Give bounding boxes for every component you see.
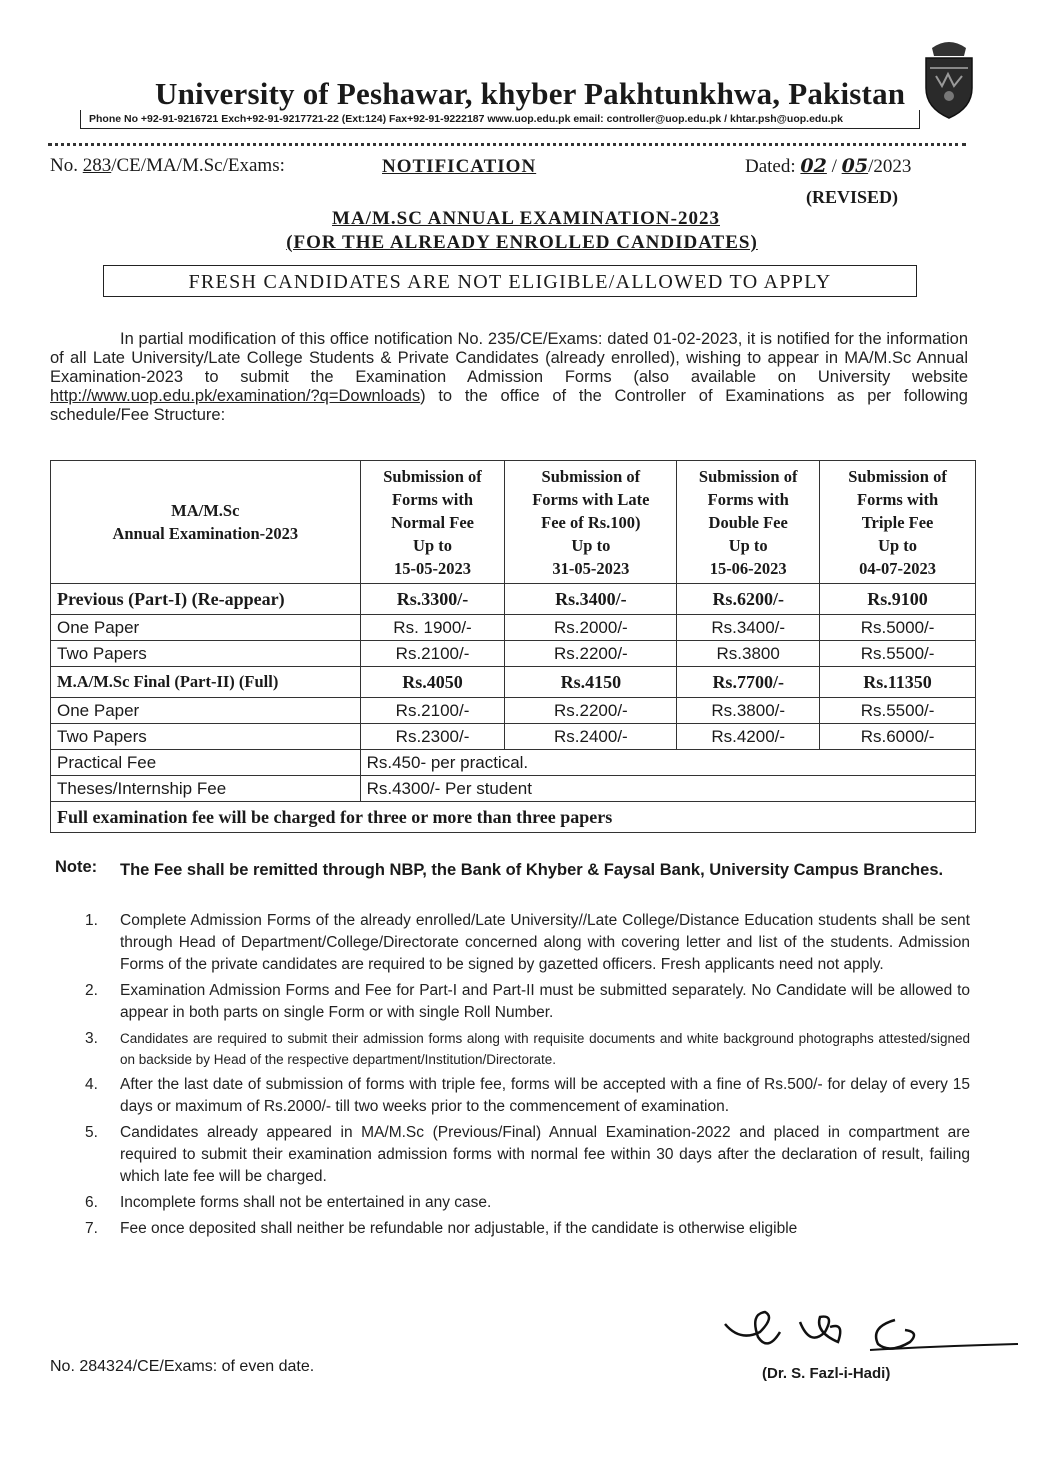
fee-schedule-table	[50, 460, 976, 833]
ref-number: 283	[82, 155, 112, 176]
fee-cell: Rs.5500/-	[820, 641, 976, 667]
fresh-candidates-notice: FRESH CANDIDATES ARE NOT ELIGIBLE/ALLOWED TO APPLY	[103, 265, 917, 297]
fee-cell: Rs.2400/-	[505, 724, 677, 750]
fee-cell: Rs.2100/-	[360, 698, 505, 724]
date-month: 05	[841, 155, 869, 177]
signatory-name: (Dr. S. Fazl-i-Hadi)	[762, 1365, 891, 1382]
header-line: Up to	[728, 535, 768, 555]
handwritten-signature	[720, 1302, 1020, 1362]
header-line: Fee of Rs.100)	[541, 512, 641, 532]
fee-cell: Rs.4200/-	[677, 724, 820, 750]
item-text: After the last date of submission of forms with triple fee, forms will be accepted with a fine of Rs.500/- for delay of every 15 days or maximum of Rs.2000/- till two weeks prior to the commencement of examination.	[120, 1076, 970, 1115]
notification-heading: NOTIFICATION	[382, 156, 537, 177]
notification-date	[745, 155, 911, 178]
table-row	[51, 750, 976, 776]
fee-cell: Rs.2000/-	[505, 615, 677, 641]
ref-suffix: /CE/MA/M.Sc/Exams:	[111, 155, 285, 176]
list-item	[85, 980, 970, 1024]
fee-cell: Rs.2200/-	[505, 641, 677, 667]
header-line: Forms with	[857, 489, 939, 509]
date-year: /2023	[868, 156, 912, 177]
header-line: 15-05-2023	[394, 558, 472, 578]
table-row	[51, 667, 976, 698]
fee-cell: Rs.3400/-	[505, 584, 677, 615]
intro-paragraph	[50, 330, 968, 425]
corner-line: MA/M.Sc	[171, 501, 240, 520]
table-row	[51, 584, 976, 615]
date-sep: /	[826, 156, 842, 177]
note-label: Note:	[55, 858, 98, 876]
fee-cell: Rs.2100/-	[360, 641, 505, 667]
fee-cell: Rs.3400/-	[677, 615, 820, 641]
fee-cell: Rs.11350	[820, 667, 976, 698]
item-number: 2.	[85, 982, 98, 999]
table-row	[51, 641, 976, 667]
item-text: Candidates are required to submit their admission forms along with requisite documents and white background photographs attested/signed on backside by Head of the respective department/Institution/Directorate.	[120, 1031, 970, 1067]
fee-cell: Rs.7700/-	[677, 667, 820, 698]
fee-cell: Rs.5000/-	[820, 615, 976, 641]
header-line: Double Fee	[708, 512, 788, 532]
header-line: Forms with	[391, 489, 474, 509]
table-row	[51, 802, 976, 833]
header-line: Up to	[571, 535, 611, 555]
table-row	[51, 724, 976, 750]
item-number: 6.	[85, 1194, 98, 1211]
corner-line: Annual Examination-2023	[112, 524, 299, 543]
header-line: 31-05-2023	[552, 558, 630, 578]
column-header	[505, 461, 677, 584]
fee-cell: Rs. 1900/-	[360, 615, 505, 641]
item-text: Candidates already appeared in MA/M.Sc (Previous/Final) Annual Examination-2022 and placed in compartment are required to submit their examination admission forms with normal fee within 30 days after the declaration of result, failing which late fee will be charged.	[120, 1124, 970, 1185]
row-label: Two Papers	[51, 641, 361, 667]
list-item	[85, 1192, 970, 1214]
header-line: Forms with	[707, 489, 789, 509]
row-label: One Paper	[51, 698, 361, 724]
list-item	[85, 1028, 970, 1070]
row-label: Practical Fee	[51, 750, 361, 776]
date-day: 02	[800, 155, 827, 177]
header-line: 04-07-2023	[859, 558, 937, 578]
item-number: 5.	[85, 1124, 98, 1141]
fee-cell: Rs.4150	[505, 667, 677, 698]
header-line: Submission of	[698, 466, 798, 486]
fee-cell: Rs.6200/-	[677, 584, 820, 615]
fee-cell: Rs.2300/-	[360, 724, 505, 750]
fee-cell: Rs.6000/-	[820, 724, 976, 750]
header-line: Up to	[413, 535, 452, 555]
university-crest-logo	[918, 38, 980, 120]
fee-cell: Rs.4050	[360, 667, 505, 698]
row-label: Previous (Part-I) (Re-appear)	[51, 584, 361, 615]
item-number: 4.	[85, 1076, 98, 1093]
intro-text: In partial modification of this office notification No. 235/CE/Exams: dated 01-02-2023, it is notified for the information of all Late University/Late College Students & Private Candidates (already enrolled), wishing to appear in MA/M.Sc Annual Examination-2023 to submit the Examination Admission Forms (also available on University website	[50, 330, 968, 386]
item-number: 1.	[85, 912, 98, 929]
fee-cell: Rs.450- per practical.	[360, 750, 975, 776]
table-row	[51, 615, 976, 641]
column-header	[820, 461, 976, 584]
header-line: Forms with Late	[532, 489, 650, 509]
item-text: Incomplete forms shall not be entertained in any case.	[120, 1194, 492, 1211]
item-number: 7.	[85, 1220, 98, 1237]
footer-reference: No. 284324/CE/Exams: of even date.	[50, 1358, 315, 1375]
row-label: Theses/Internship Fee	[51, 776, 361, 802]
header-line: Triple Fee	[861, 512, 934, 532]
exam-subtitle: (FOR THE ALREADY ENROLLED CANDIDATES)	[286, 232, 758, 253]
fee-cell: Rs.4300/- Per student	[360, 776, 975, 802]
header-line: Submission of	[541, 466, 641, 486]
instructions-list	[85, 910, 970, 1244]
row-label: M.A/M.Sc Final (Part-II) (Full)	[51, 667, 361, 698]
fee-cell: Rs.5500/-	[820, 698, 976, 724]
item-text: Fee once deposited shall neither be refundable nor adjustable, if the candidate is otherwise eligible	[120, 1220, 798, 1237]
header-line: Submission of	[848, 466, 947, 486]
revised-label: (REVISED)	[806, 187, 899, 207]
item-number: 3.	[85, 1030, 98, 1047]
table-corner-header	[51, 461, 361, 584]
full-fee-note: Full examination fee will be charged for three or more than three papers	[51, 802, 976, 833]
list-item	[85, 1074, 970, 1118]
downloads-link[interactable]: http://www.uop.edu.pk/examination/?q=Downloads	[50, 387, 421, 405]
intro-text-end: ) to the office of the Controller of Examinations as per following schedule/Fee Structure:	[50, 387, 968, 424]
fee-cell: Rs.2200/-	[505, 698, 677, 724]
list-item	[85, 1218, 970, 1240]
reference-number	[50, 155, 285, 177]
list-item	[85, 910, 970, 976]
row-label: One Paper	[51, 615, 361, 641]
list-item	[85, 1122, 970, 1188]
header-divider	[48, 143, 966, 146]
table-header-row	[51, 461, 976, 584]
header-line: 15-06-2023	[709, 558, 787, 578]
column-header	[360, 461, 505, 584]
item-text: Complete Admission Forms of the already enrolled/Late University//Late College/Distance Education students shall be sent through Head of Department/College/Directorate concerned along with covering letter and list of the students. Admission Forms of the private candidates are required to be signed by gazetted officers. Fresh applicants need not apply.	[120, 912, 970, 973]
contact-info: Phone No +92-91-9216721 Exch+92-91-9217721-22 (Ext:124) Fax+92-91-9222187 www.uop.edu.pk email: controller@uop.edu.pk / khtar.psh@uop.edu.pk	[80, 110, 920, 129]
header-line: Normal Fee	[391, 512, 474, 532]
table-row	[51, 698, 976, 724]
item-text: Examination Admission Forms and Fee for Part-I and Part-II must be submitted separately. No Candidate will be allowed to appear in both parts on single Form or with single Roll Number.	[120, 982, 970, 1021]
university-title: University of Peshawar, khyber Pakhtunkhwa, Pakistan	[155, 76, 906, 111]
exam-title: MA/M.SC ANNUAL EXAMINATION-2023	[332, 208, 720, 229]
column-header	[677, 461, 820, 584]
ref-prefix: No.	[50, 155, 83, 176]
fee-cell: Rs.3800/-	[677, 698, 820, 724]
fee-cell: Rs.9100	[820, 584, 976, 615]
header-line: Submission of	[383, 466, 482, 486]
note-text: The Fee shall be remitted through NBP, the Bank of Khyber & Faysal Bank, University Campus Branches.	[120, 861, 944, 879]
table-row	[51, 776, 976, 802]
date-label: Dated:	[745, 156, 801, 177]
fee-cell: Rs.3300/-	[360, 584, 505, 615]
row-label: Two Papers	[51, 724, 361, 750]
header-line: Up to	[878, 535, 918, 555]
fee-cell: Rs.3800	[677, 641, 820, 667]
